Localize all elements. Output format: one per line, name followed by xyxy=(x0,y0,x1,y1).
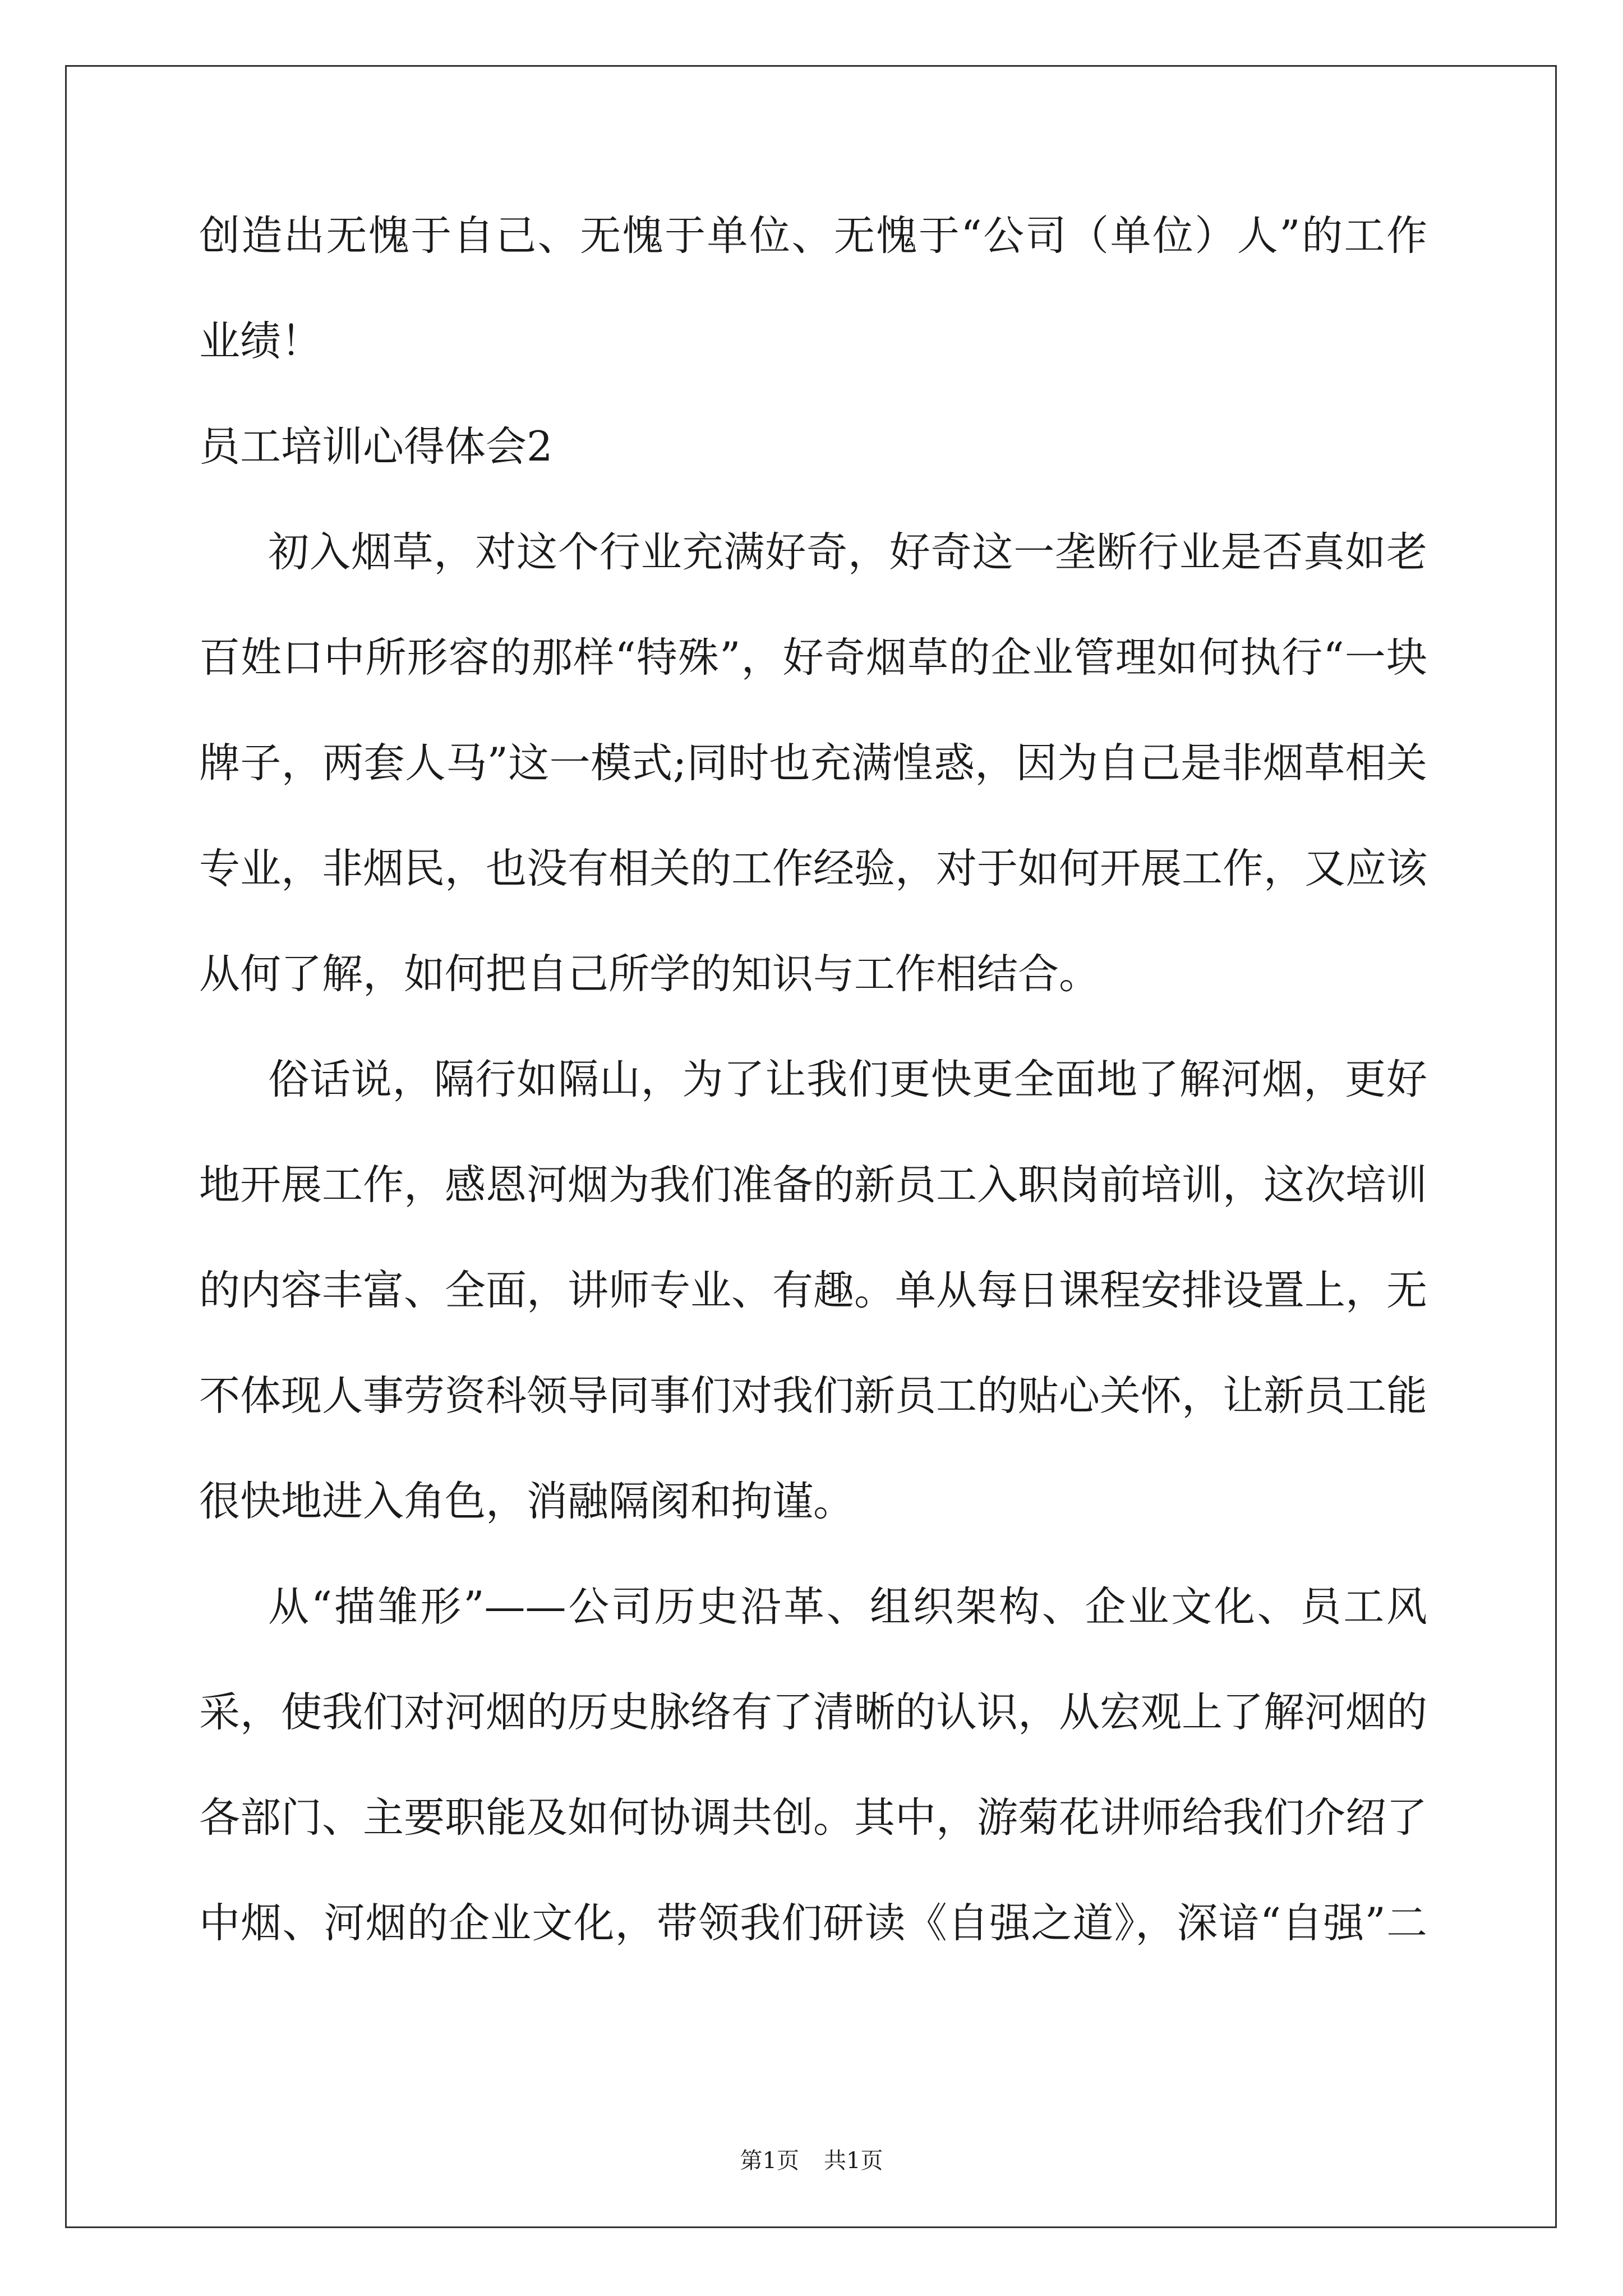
text-line: 初入烟草，对这个行业充满好奇，好奇这一垄断行业是否真如老 xyxy=(268,528,1427,576)
text-line: 业绩！ xyxy=(199,318,322,365)
text-line: 中烟、河烟的企业文化，带领我们研读《自强之道》，深谙“自强”二 xyxy=(199,1899,1427,1947)
text-line: 各部门、主要职能及如何协调共创。其中，游菊花讲师给我们介绍了 xyxy=(199,1794,1427,1842)
text-line: 的内容丰富、全面，讲师专业、有趣。单从每日课程安排设置上，无 xyxy=(199,1267,1427,1314)
text-line: 创造出无愧于自己、无愧于单位、无愧于“公司（单位）人”的工作 xyxy=(199,212,1427,260)
text-line: 牌子，两套人马”这一模式;同时也充满惶惑，因为自己是非烟草相关 xyxy=(199,739,1427,787)
text-line: 很快地进入角色，消融隔阂和拘谨。 xyxy=(199,1478,854,1525)
page-footer xyxy=(0,2147,1623,2174)
section-heading: 员工培训心得体会2 xyxy=(199,423,553,471)
page-number: 第1页 xyxy=(740,2148,799,2174)
text-line: 专业，非烟民，也没有相关的工作经验，对于如何开展工作，又应该 xyxy=(199,845,1427,892)
text-line: 从“描雏形”——公司历史沿革、组织架构、企业文化、员工风 xyxy=(268,1583,1427,1631)
text-line: 从何了解，如何把自己所学的知识与工作相结合。 xyxy=(199,950,1100,998)
text-line: 地开展工作，感恩河烟为我们准备的新员工入职岗前培训，这次培训 xyxy=(199,1161,1427,1209)
text-line: 采，使我们对河烟的历史脉络有了清晰的认识，从宏观上了解河烟的 xyxy=(199,1688,1427,1736)
page-total: 共1页 xyxy=(824,2148,883,2174)
text-line: 俗话说，隔行如隔山，为了让我们更快更全面地了解河烟，更好 xyxy=(268,1056,1427,1103)
text-line: 不体现人事劳资科领导同事们对我们新员工的贴心关怀，让新员工能 xyxy=(199,1372,1427,1420)
document-body xyxy=(199,213,1427,2006)
text-line: 百姓口中所形容的那样“特殊”，好奇烟草的企业管理如何执行“一块 xyxy=(199,634,1427,682)
